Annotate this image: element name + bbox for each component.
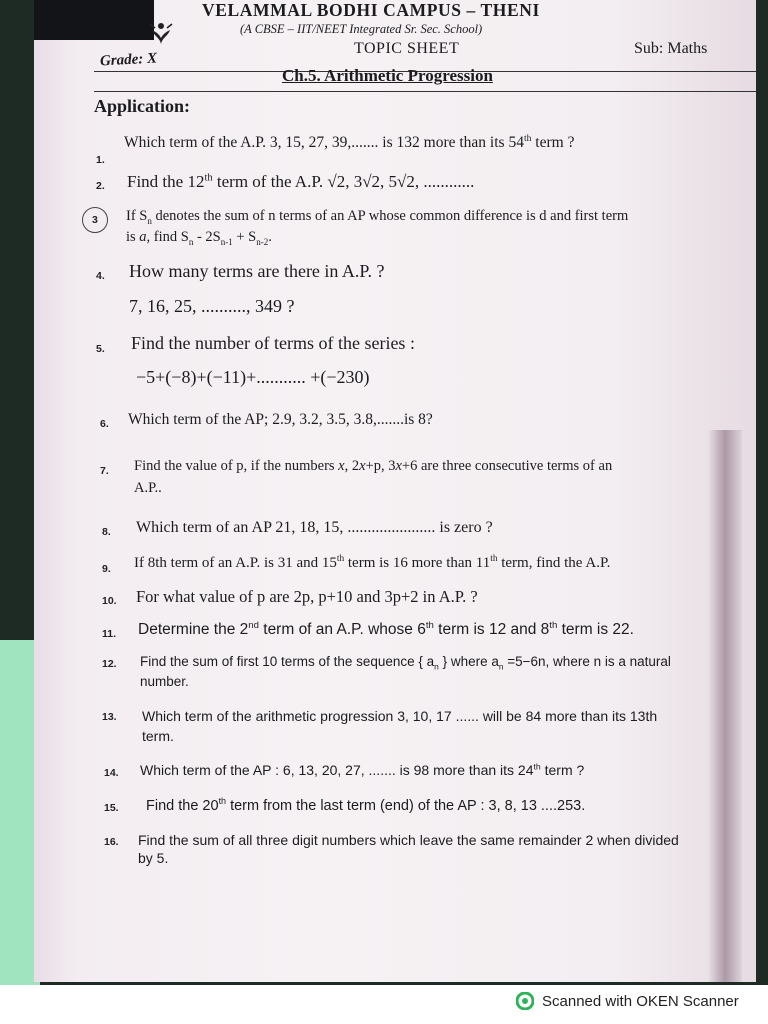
question-number: 6. [100, 418, 109, 430]
chapter-title: Ch.5. Arithmetic Progression [282, 66, 493, 85]
question-text: Which term of the A.P. 3, 15, 27, 39,....... is 132 more than its 54th term ? [124, 132, 575, 151]
question-number: 15. [104, 802, 119, 814]
question-text: If $S_n$ denotes the sum of n terms of an AP whose common difference is d and first term [126, 208, 629, 226]
worksheet-page [34, 0, 756, 982]
question-text: Which term of an AP 21, 18, 15, ...................... is zero ? [136, 519, 493, 536]
question-number: 1. [96, 154, 105, 166]
subject-label: Sub: Maths [634, 40, 708, 57]
header-rule-2 [94, 91, 756, 92]
question-number: 3 [92, 214, 98, 226]
question-number: 16. [104, 836, 119, 848]
question-text-continued: A.P.. [134, 480, 162, 496]
question-number: 8. [102, 526, 111, 538]
page-corner-shadow [34, 0, 154, 40]
topic-sheet-label: TOPIC SHEET [354, 40, 460, 57]
question-number: 12. [102, 658, 117, 670]
question-text-continued: 7, 16, 25, .........., 349 ? [129, 296, 295, 316]
question-text: Find the number of terms of the series : [131, 333, 415, 353]
question-number: 13. [102, 711, 117, 723]
scanner-label: Scanned with OKEN Scanner [542, 992, 739, 1010]
question-number: 10. [102, 595, 117, 607]
question-text: Find the 20th term from the last term (end) of the AP : 3, 8, 13 ....253. [146, 796, 586, 814]
school-affiliation: (A CBSE – IIT/NEET Integrated Sr. Sec. School) [240, 22, 483, 36]
question-text: Determine the 2nd term of an A.P. whose 6th term is 12 and 8th term is 22. [138, 619, 634, 638]
question-number: 9. [102, 563, 111, 575]
question-text-continued: number. [140, 674, 189, 689]
question-number: 5. [96, 343, 105, 355]
question-text-continued: by 5. [138, 850, 169, 866]
question-number: 4. [96, 270, 105, 282]
question-number: 11. [102, 628, 117, 640]
question-text: If 8th term of an A.P. is 31 and 15th term is 16 more than 11th term, find the A.P. [134, 554, 611, 571]
question-number: 2. [96, 180, 105, 192]
question-text-continued: is a, find $S_n - 2S_{n-1} + S_{n-2}$. [126, 229, 272, 247]
question-text: Which term of the AP; 2.9, 3.2, 3.5, 3.8,.......is 8? [128, 411, 433, 428]
section-heading: Application: [94, 96, 191, 116]
question-text: Find the value of p, if the numbers x, 2x+p, 3x+6 are three consecutive terms of an [134, 458, 613, 474]
question-text: How many terms are there in A.P. ? [129, 261, 385, 281]
question-number: 14. [104, 767, 119, 779]
question-text: Which term of the AP : 6, 13, 20, 27, ....... is 98 more than its 24th term ? [140, 761, 585, 778]
question-text: Find the sum of all three digit numbers which leave the same remainder 2 when divided [138, 832, 679, 848]
scanner-logo-icon [516, 992, 534, 1010]
grade-label: Grade: X [99, 50, 158, 70]
question-text: Find the 12th term of the A.P. √2, 3√2, 5√2, ............ [127, 172, 475, 191]
question-text: For what value of p are 2p, p+10 and 3p+2 in A.P. ? [136, 587, 478, 606]
question-text: Which term of the arithmetic progression 3, 10, 17 ...... will be 84 more than its 13th [142, 708, 658, 724]
question-text: Find the sum of first 10 terms of the sequence { $a_n$ } where $a_n =5-6n$, where n is a natural [140, 654, 671, 672]
scanner-watermark [516, 988, 739, 1014]
school-logo-icon [146, 20, 176, 46]
question-number: 7. [100, 465, 109, 477]
question-text-continued: term. [142, 728, 174, 744]
page-fold-shadow [708, 430, 742, 982]
question-text-continued: −5+(−8)+(−11)+........... +(−230) [136, 367, 370, 387]
school-name: VELAMMAL BODHI CAMPUS – THENI [202, 0, 540, 20]
